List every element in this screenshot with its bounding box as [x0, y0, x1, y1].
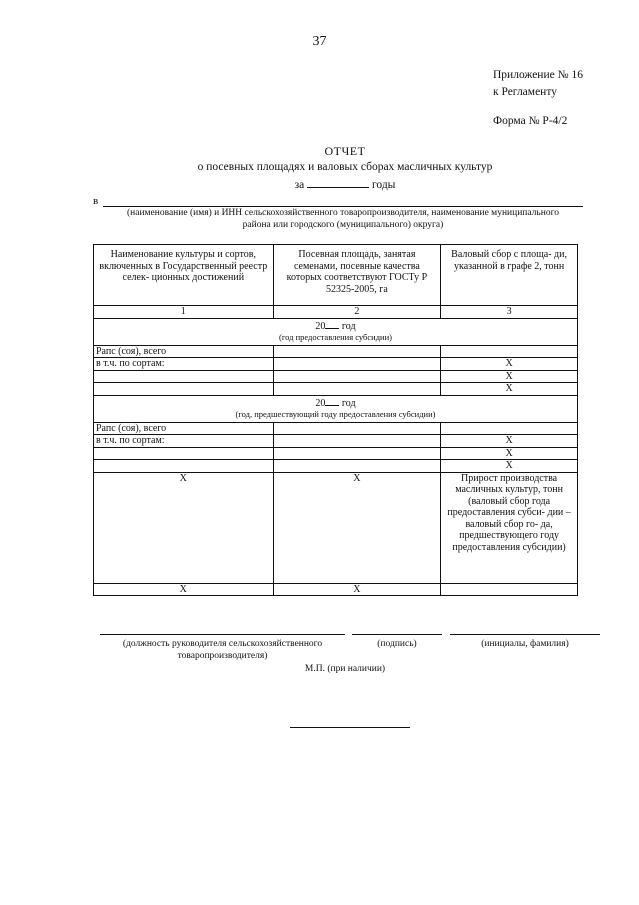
position-signature-line[interactable]: [100, 634, 345, 635]
table-cell[interactable]: [273, 370, 441, 383]
section-subsidy-year: [94, 318, 578, 345]
signature-line[interactable]: [352, 634, 442, 635]
x-mark-cell: X: [273, 583, 441, 596]
recipient-note-line-2: района или городского (муниципального) округа): [242, 220, 444, 230]
header-gross-harvest: Валовый сбор с площа- ди, указанной в графе 2, тонн: [441, 245, 578, 306]
x-mark-cell: X: [441, 358, 578, 371]
year-prefix: 20: [315, 397, 326, 409]
growth-description: Прирост производства масличных культур, тонн (валовый сбор года предоставления субси- дии – валовый сбор го- да, предшествующего году предоставления субсидии): [441, 472, 578, 583]
section-2-year: [96, 396, 575, 410]
table-header-row: [94, 245, 578, 306]
table-cell[interactable]: [94, 447, 274, 460]
column-number-1: 1: [94, 306, 274, 319]
x-mark-cell: X: [94, 472, 274, 583]
report-period-line: [0, 177, 639, 191]
table-cell[interactable]: [273, 460, 441, 473]
section-1-year: [96, 319, 575, 333]
x-mark-cell: X: [273, 472, 441, 583]
period-suffix: годы: [371, 179, 396, 191]
header-sown-area: Посевная площадь, занятая семенами, посевные качества которых соответствуют ГОСТу Р 52325-2005, га: [273, 245, 441, 306]
table-cell[interactable]: [441, 422, 578, 435]
row-label: в т.ч. по сортам:: [94, 358, 274, 371]
appendix-reference: [493, 67, 583, 101]
year-suffix: год: [341, 397, 356, 409]
column-number-row: [94, 306, 578, 319]
x-mark-cell: X: [441, 370, 578, 383]
table-cell[interactable]: [273, 345, 441, 358]
table-row: [94, 460, 578, 473]
year-blank-field[interactable]: [325, 396, 339, 406]
header-crop-name: Наименование культуры и сортов, включенных в Государственный реестр селек- ционных достижений: [94, 245, 274, 306]
period-prefix: за: [294, 179, 305, 191]
growth-value-cell[interactable]: [441, 583, 578, 596]
recipient-note-line-1: (наименование (имя) и ИНН сельскохозяйственного товаропроизводителя, наименование муниципального: [127, 208, 559, 218]
year-prefix: 20: [315, 320, 326, 332]
x-mark-cell: X: [441, 383, 578, 396]
table-cell[interactable]: [94, 370, 274, 383]
row-label: Рапс (соя), всего: [94, 422, 274, 435]
x-mark-cell: X: [94, 583, 274, 596]
table-row: [94, 422, 578, 435]
report-title: ОТЧЕТ: [324, 144, 366, 158]
table-cell[interactable]: [273, 422, 441, 435]
row-label: в т.ч. по сортам:: [94, 435, 274, 448]
x-mark-cell: X: [441, 435, 578, 448]
table-row: [94, 383, 578, 396]
form-number: Форма № Р-4/2: [493, 115, 568, 127]
section-1-note: (год предоставления субсидии): [279, 332, 392, 342]
table-row: [94, 345, 578, 358]
report-table: [93, 244, 578, 596]
column-number-2: 2: [273, 306, 441, 319]
stamp-note: М.П. (при наличии): [304, 664, 386, 674]
table-cell[interactable]: [273, 435, 441, 448]
table-cell[interactable]: [273, 383, 441, 396]
table-cell[interactable]: [441, 345, 578, 358]
page-number: 37: [312, 34, 327, 49]
x-mark-cell: X: [441, 447, 578, 460]
recipient-prefix: в: [93, 195, 99, 207]
signature-label: (подпись): [377, 639, 417, 649]
appendix-line-2: к Регламенту: [493, 86, 557, 98]
year-suffix: год: [341, 320, 356, 332]
column-number-3: 3: [441, 306, 578, 319]
year-blank-field[interactable]: [325, 319, 339, 329]
section-previous-year: [94, 395, 578, 422]
bottom-divider: [290, 727, 410, 728]
table-row: [94, 447, 578, 460]
table-row: [94, 358, 578, 371]
table-row: [94, 370, 578, 383]
appendix-line-1: Приложение № 16: [493, 69, 583, 81]
row-label: Рапс (соя), всего: [94, 345, 274, 358]
position-label: [100, 638, 345, 662]
table-cell[interactable]: [273, 447, 441, 460]
growth-value-row: [94, 583, 578, 596]
initials-signature-line[interactable]: [450, 634, 600, 635]
growth-row: [94, 472, 578, 583]
position-label-line-2: товаропроизводителя): [177, 651, 268, 661]
recipient-note: [88, 207, 598, 231]
recipient-line: [93, 195, 586, 207]
position-label-line-1: (должность руководителя сельскохозяйственного: [122, 639, 323, 649]
initials-label: (инициалы, фамилия): [481, 639, 569, 649]
report-subtitle: о посевных площадях и валовых сборах масличных культур: [197, 161, 493, 173]
section-2-note: (год, предшествующий году предоставления субсидии): [235, 409, 436, 419]
x-mark-cell: X: [441, 460, 578, 473]
table-cell[interactable]: [94, 383, 274, 396]
table-cell[interactable]: [94, 460, 274, 473]
period-blank-field[interactable]: [307, 177, 369, 188]
table-row: [94, 435, 578, 448]
table-cell[interactable]: [273, 358, 441, 371]
